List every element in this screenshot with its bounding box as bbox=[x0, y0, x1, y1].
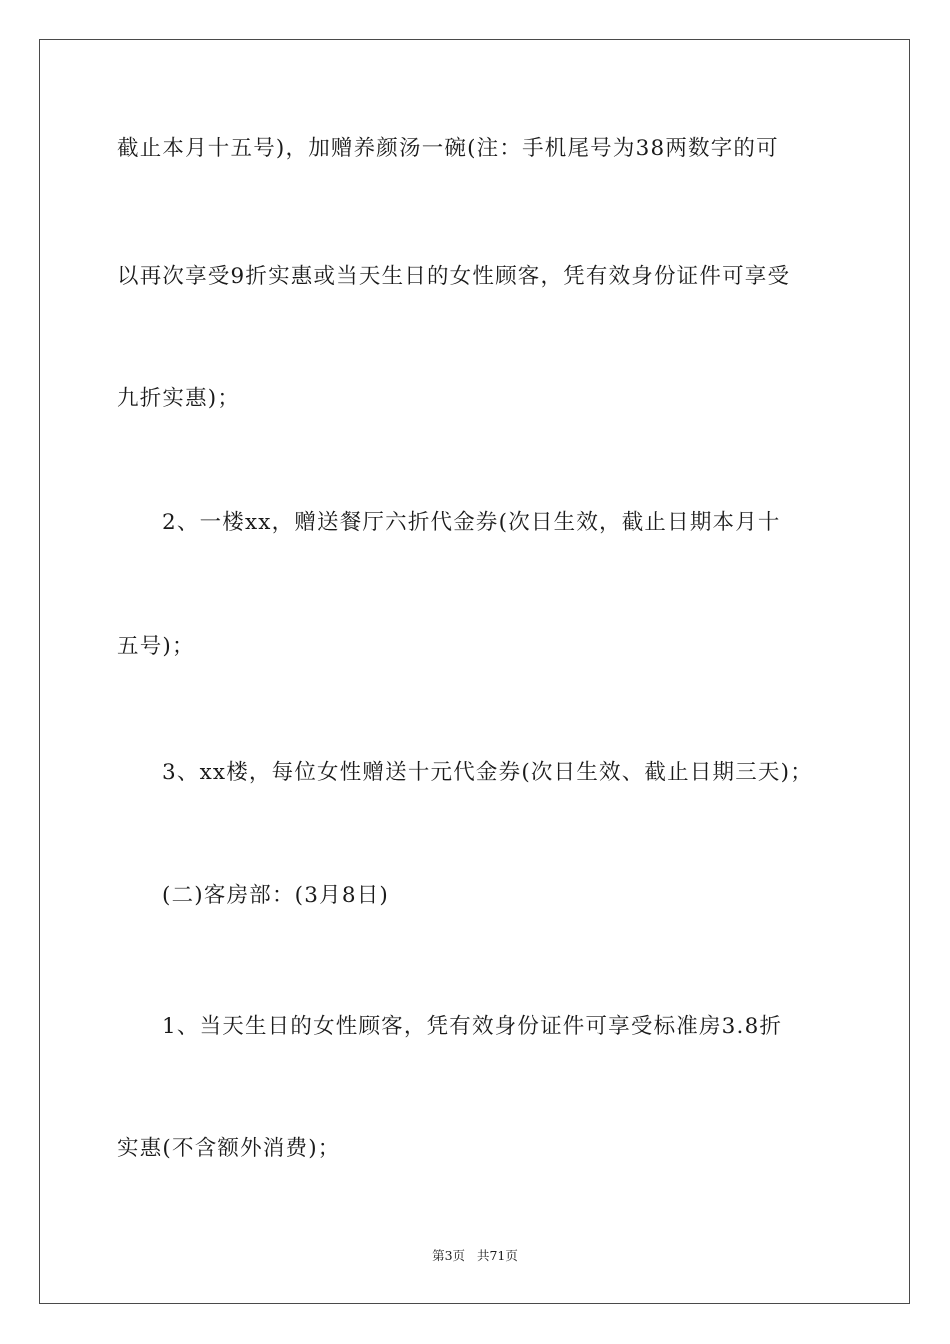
page-number: 第3页 bbox=[432, 1248, 466, 1263]
page-footer bbox=[0, 1248, 950, 1264]
text-line-6: 3、xx楼，每位女性赠送十元代金券(次日生效、截止日期三天)； bbox=[162, 760, 813, 785]
text-line-3: 九折实惠)； bbox=[117, 386, 241, 411]
text-line-2: 以再次享受9折实惠或当天生日的女性顾客，凭有效身份证件可享受 bbox=[117, 264, 791, 289]
text-line-1: 截止本月十五号)，加赠养颜汤一碗(注：手机尾号为38两数字的可 bbox=[117, 136, 779, 161]
text-line-8: 1、当天生日的女性顾客，凭有效身份证件可享受标准房3.8折 bbox=[162, 1014, 783, 1039]
text-line-7: (二)客房部：(3月8日) bbox=[162, 883, 390, 908]
text-line-9: 实惠(不含额外消费)； bbox=[117, 1136, 341, 1161]
text-line-5: 五号)； bbox=[117, 634, 195, 659]
page-border bbox=[39, 39, 910, 1304]
page-total: 共71页 bbox=[476, 1248, 518, 1263]
text-line-4: 2、一楼xx，赠送餐厅六折代金券(次日生效，截止日期本月十 bbox=[162, 510, 781, 535]
